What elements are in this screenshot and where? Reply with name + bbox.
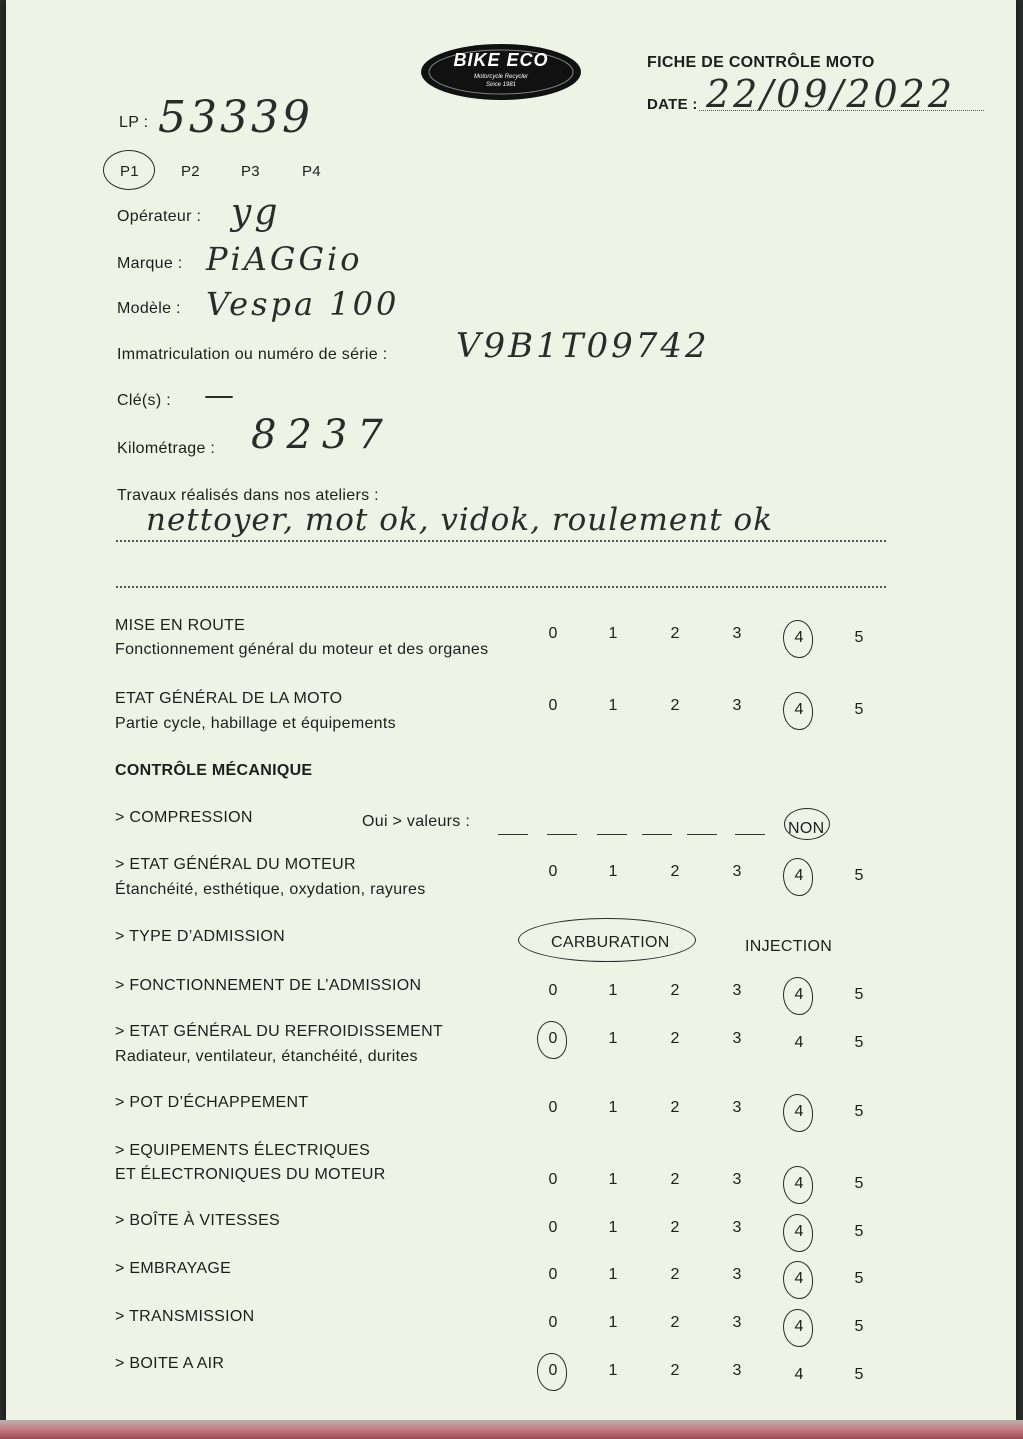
logo-line2: Since 1981 — [485, 82, 517, 88]
works-line-2 — [116, 586, 886, 588]
mech-row-1-subtitle: Radiateur, ventilateur, étanchéité, durites — [115, 1048, 418, 1065]
value-slot — [642, 834, 672, 835]
date-value: 22/09/2022 — [706, 72, 956, 116]
mech-row-2-title: > POT D’ÉCHAPPEMENT — [115, 1094, 309, 1111]
value-slot — [547, 834, 577, 835]
mech-row-3-title: > EQUIPEMENTS ÉLECTRIQUES — [115, 1142, 371, 1159]
score-3[interactable]: 3 — [732, 1099, 742, 1116]
score-5[interactable]: 5 — [854, 1366, 864, 1383]
selection-circle — [783, 1094, 813, 1132]
score-4[interactable]: 4 — [794, 1318, 804, 1335]
selection-circle — [518, 918, 696, 962]
score-3[interactable]: 3 — [732, 1219, 742, 1236]
mech-row-0-title: > FONCTIONNEMENT DE L’ADMISSION — [115, 977, 422, 994]
compression-oui-label: Oui > valeurs : — [362, 813, 471, 830]
engine-state-title: > ETAT GÉNÉRAL DU MOTEUR — [115, 856, 356, 873]
general-row-0-title: MISE EN ROUTE — [115, 617, 246, 634]
score-1[interactable]: 1 — [608, 982, 618, 999]
score-2[interactable]: 2 — [670, 1314, 680, 1331]
score-4[interactable]: 4 — [794, 1103, 804, 1120]
selection-circle — [783, 1309, 813, 1347]
general-row-0-subtitle: Fonctionnement général du moteur et des organes — [115, 641, 489, 658]
score-5[interactable]: 5 — [854, 1034, 864, 1051]
score-5[interactable]: 5 — [854, 1223, 864, 1240]
intake-carburation[interactable]: CARBURATION — [551, 934, 670, 951]
score-4[interactable]: 4 — [794, 986, 804, 1003]
score-3[interactable]: 3 — [732, 1030, 742, 1047]
selection-circle — [783, 1214, 813, 1252]
operator-label: Opérateur : — [117, 208, 202, 225]
value-slot — [597, 834, 627, 835]
brand-value: PiAGGio — [206, 240, 363, 278]
selection-circle — [783, 1166, 813, 1204]
score-5[interactable]: 5 — [854, 1103, 864, 1120]
score-3[interactable]: 3 — [732, 1266, 742, 1283]
score-0[interactable]: 0 — [548, 863, 558, 880]
score-1[interactable]: 1 — [608, 625, 618, 642]
score-4[interactable]: 4 — [794, 629, 804, 646]
table-edge — [0, 1420, 1023, 1439]
logo-name: BIKE ECO — [453, 50, 549, 70]
lp-label: LP : — [119, 114, 149, 131]
score-1[interactable]: 1 — [608, 1219, 618, 1236]
mech-row-7-title: > BOITE A AIR — [115, 1355, 225, 1372]
selection-circle — [783, 977, 813, 1015]
score-4[interactable]: 4 — [794, 1223, 804, 1240]
score-2[interactable]: 2 — [670, 1219, 680, 1236]
general-row-1-title: ETAT GÉNÉRAL DE LA MOTO — [115, 690, 343, 707]
score-5[interactable]: 5 — [854, 1175, 864, 1192]
keys-label: Clé(s) : — [117, 392, 171, 409]
score-4[interactable]: 4 — [794, 1366, 804, 1383]
selection-circle — [783, 692, 813, 730]
score-2[interactable]: 2 — [670, 1099, 680, 1116]
mech-row-5-title: > EMBRAYAGE — [115, 1260, 232, 1277]
score-0[interactable]: 0 — [548, 1266, 558, 1283]
intake-injection[interactable]: INJECTION — [745, 938, 833, 955]
model-value: Vespa 100 — [206, 285, 400, 323]
mech-row-3-subtitle: ET ÉLECTRONIQUES DU MOTEUR — [115, 1166, 386, 1183]
score-2[interactable]: 2 — [670, 1171, 680, 1188]
mech-row-6-title: > TRANSMISSION — [115, 1308, 255, 1325]
score-0[interactable]: 0 — [548, 1362, 558, 1379]
works-value: nettoyer, mot ok, vidok, roulement ok — [146, 502, 773, 538]
mech-row-1-title: > ETAT GÉNÉRAL DU REFROIDISSEMENT — [115, 1023, 444, 1040]
score-2[interactable]: 2 — [670, 625, 680, 642]
score-0[interactable]: 0 — [548, 1219, 558, 1236]
brand-label: Marque : — [117, 255, 183, 272]
selection-circle — [537, 1353, 567, 1391]
selection-circle — [784, 808, 830, 840]
value-slot — [498, 834, 528, 835]
selection-circle — [537, 1021, 567, 1059]
score-5[interactable]: 5 — [854, 1270, 864, 1287]
score-1[interactable]: 1 — [608, 1314, 618, 1331]
form-title: FICHE DE CONTRÔLE MOTO — [647, 54, 875, 71]
score-0[interactable]: 0 — [548, 982, 558, 999]
score-1[interactable]: 1 — [608, 1171, 618, 1188]
score-5[interactable]: 5 — [854, 629, 864, 646]
mech-row-4-title: > BOÎTE À VITESSES — [115, 1212, 281, 1229]
priority-p4[interactable]: P4 — [302, 163, 321, 180]
score-2[interactable]: 2 — [670, 697, 680, 714]
score-4[interactable]: 4 — [794, 1175, 804, 1192]
score-2[interactable]: 2 — [670, 982, 680, 999]
priority-p2[interactable]: P2 — [181, 163, 200, 180]
score-2[interactable]: 2 — [670, 863, 680, 880]
control-sheet — [6, 0, 1016, 1420]
logo-line1: Motorcycle Recycler — [473, 74, 528, 80]
mileage-value: 8237 — [251, 412, 393, 458]
selection-circle — [783, 620, 813, 658]
score-0[interactable]: 0 — [548, 1030, 558, 1047]
selection-circle — [783, 1261, 813, 1299]
general-row-1-subtitle: Partie cycle, habillage et équipements — [115, 715, 396, 732]
score-2[interactable]: 2 — [670, 1266, 680, 1283]
score-2[interactable]: 2 — [670, 1362, 680, 1379]
score-3[interactable]: 3 — [732, 1171, 742, 1188]
score-3[interactable]: 3 — [732, 982, 742, 999]
compression-title: > COMPRESSION — [115, 809, 253, 826]
value-slot — [735, 834, 765, 835]
registration-label: Immatriculation ou numéro de série : — [117, 346, 388, 363]
score-1[interactable]: 1 — [608, 1030, 618, 1047]
date-label: DATE : — [647, 96, 698, 113]
priority-p1[interactable]: P1 — [120, 163, 139, 180]
score-4[interactable]: 4 — [794, 1034, 804, 1051]
intake-type-title: > TYPE D’ADMISSION — [115, 928, 286, 945]
score-5[interactable]: 5 — [854, 986, 864, 1003]
score-1[interactable]: 1 — [608, 1266, 618, 1283]
selection-circle — [783, 858, 813, 896]
score-3[interactable]: 3 — [732, 1362, 742, 1379]
score-1[interactable]: 1 — [608, 1099, 618, 1116]
score-0[interactable]: 0 — [548, 697, 558, 714]
model-label: Modèle : — [117, 300, 181, 317]
lp-value: 53339 — [158, 92, 313, 143]
score-0[interactable]: 0 — [548, 1314, 558, 1331]
bike-eco-logo — [420, 42, 582, 102]
score-3[interactable]: 3 — [732, 697, 742, 714]
score-4[interactable]: 4 — [794, 701, 804, 718]
registration-value: V9B1T09742 — [456, 326, 710, 366]
score-1[interactable]: 1 — [608, 863, 618, 880]
selection-circle — [103, 150, 155, 190]
score-0[interactable]: 0 — [548, 625, 558, 642]
mileage-label: Kilométrage : — [117, 440, 216, 457]
priority-p3[interactable]: P3 — [241, 163, 260, 180]
score-1[interactable]: 1 — [608, 1362, 618, 1379]
score-3[interactable]: 3 — [732, 1314, 742, 1331]
keys-value: — — [204, 378, 237, 413]
score-4[interactable]: 4 — [794, 1270, 804, 1287]
score-5[interactable]: 5 — [854, 867, 864, 884]
score-5[interactable]: 5 — [854, 1318, 864, 1335]
compression-non[interactable]: NON — [788, 820, 825, 837]
works-line-1 — [116, 540, 886, 542]
score-4[interactable]: 4 — [794, 867, 804, 884]
score-0[interactable]: 0 — [548, 1099, 558, 1116]
score-2[interactable]: 2 — [670, 1030, 680, 1047]
operator-value: yg — [231, 192, 281, 233]
score-5[interactable]: 5 — [854, 701, 864, 718]
works-label: Travaux réalisés dans nos ateliers : — [117, 487, 379, 504]
score-3[interactable]: 3 — [732, 863, 742, 880]
value-slot — [687, 834, 717, 835]
mechanical-heading: CONTRÔLE MÉCANIQUE — [115, 762, 313, 779]
score-1[interactable]: 1 — [608, 697, 618, 714]
score-0[interactable]: 0 — [548, 1171, 558, 1188]
engine-state-subtitle: Étanchéité, esthétique, oxydation, rayures — [115, 881, 426, 898]
score-3[interactable]: 3 — [732, 625, 742, 642]
